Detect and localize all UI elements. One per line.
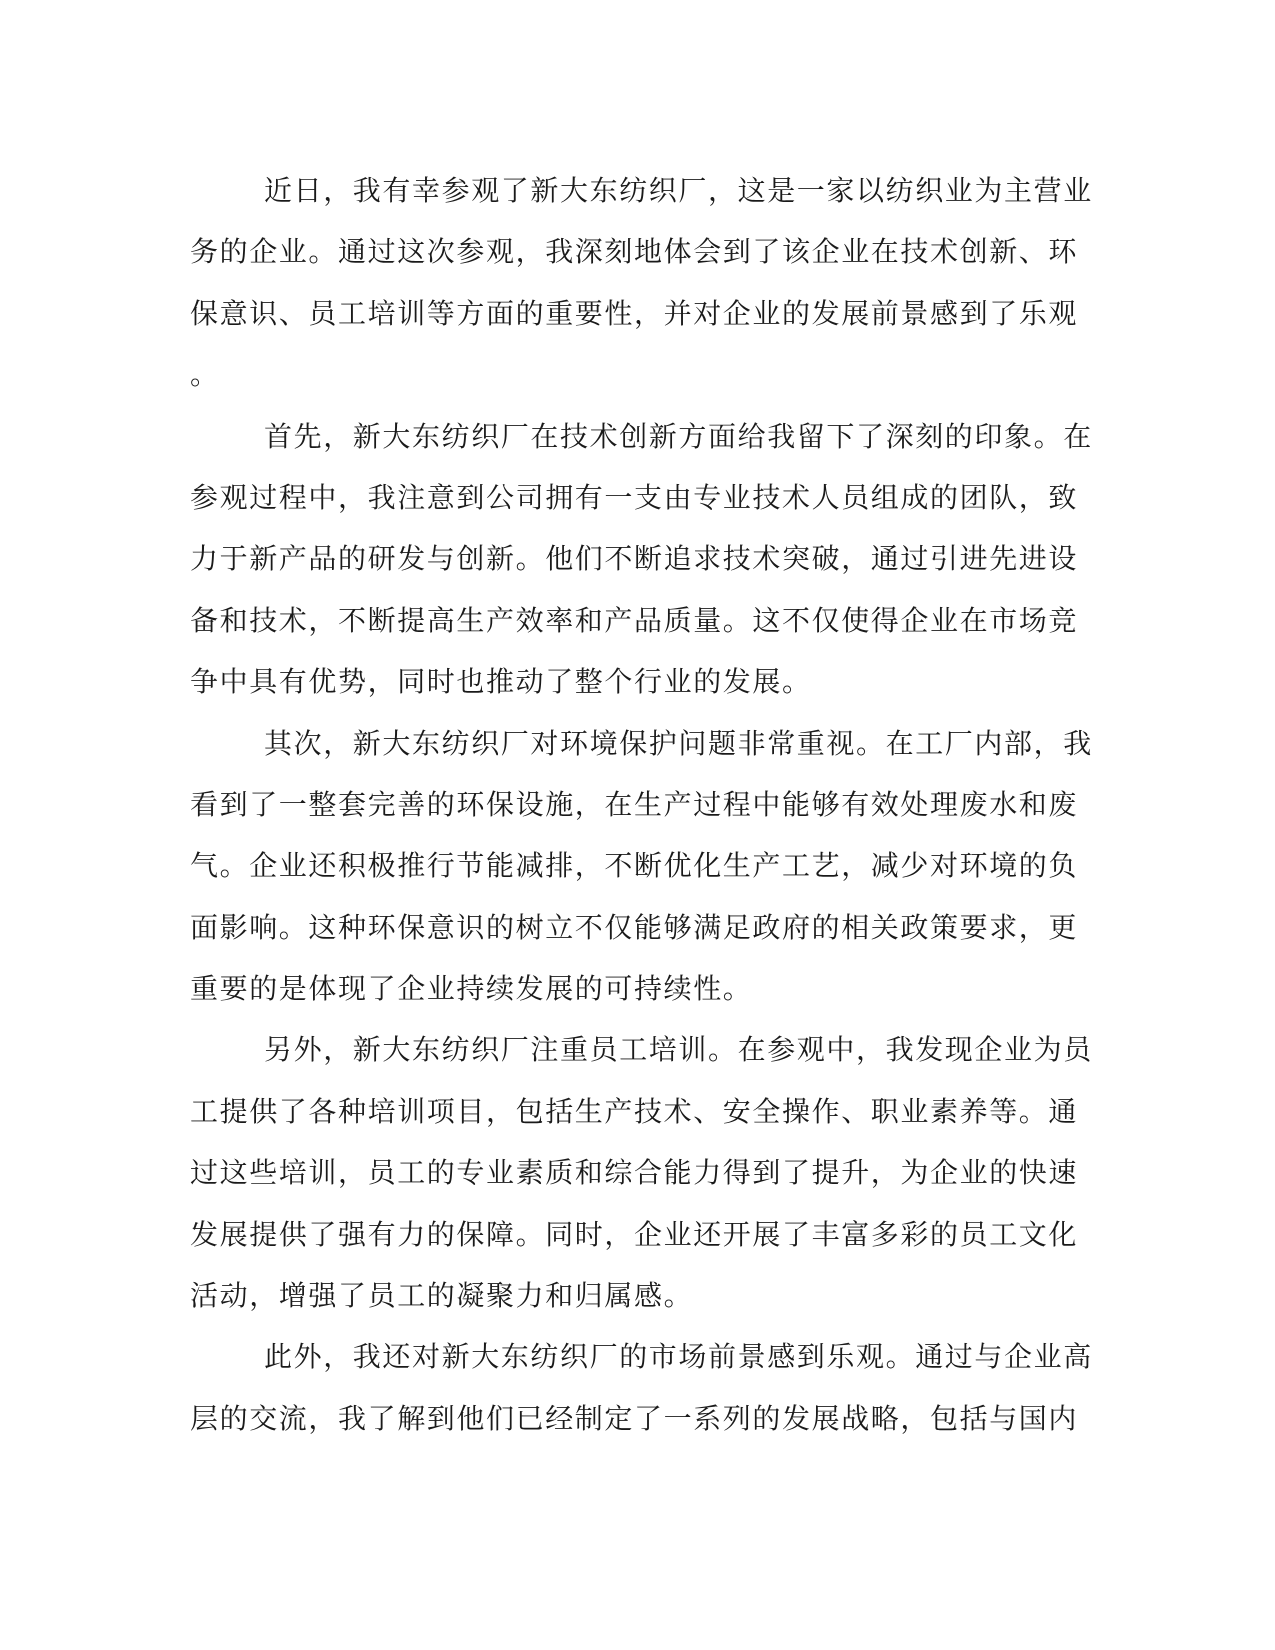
text-line: 重要的是体现了企业持续发展的可持续性。 [190,972,753,1006]
text-line: 面影响。这种环保意识的树立不仅能够满足政府的相关政策要求，更 [190,910,1079,944]
text-line: 首先，新大东纺织厂在技术创新方面给我留下了深刻的印象。在 [264,419,1093,453]
text-line: 此外，我还对新大东纺织厂的市场前景感到乐观。通过与企业高 [264,1340,1093,1374]
text-line: 层的交流，我了解到他们已经制定了一系列的发展战略，包括与国内 [190,1401,1079,1435]
text-line: 活动，增强了员工的凝聚力和归属感。 [190,1279,694,1313]
text-line: 力于新产品的研发与创新。他们不断追求技术突破，通过引进先进设 [190,542,1079,576]
text-line: 看到了一整套完善的环保设施，在生产过程中能够有效处理废水和废 [190,787,1079,821]
text-line: 其次，新大东纺织厂对环境保护问题非常重视。在工厂内部，我 [264,726,1093,760]
text-line: 。 [190,358,220,392]
text-line: 工提供了各种培训项目，包括生产技术、安全操作、职业素养等。通 [190,1094,1079,1128]
text-line: 气。企业还积极推行节能减排，不断优化生产工艺，减少对环境的负 [190,849,1079,883]
text-line: 争中具有优势，同时也推动了整个行业的发展。 [190,665,812,699]
document-body [190,160,1093,1449]
text-line: 近日，我有幸参观了新大东纺织厂，这是一家以纺织业为主营业 [264,174,1093,207]
text-line: 务的企业。通过这次参观，我深刻地体会到了该企业在技术创新、环 [190,235,1079,269]
text-line: 参观过程中，我注意到公司拥有一支由专业技术人员组成的团队，致 [190,480,1079,514]
text-line: 发展提供了强有力的保障。同时，企业还开展了丰富多彩的员工文化 [190,1217,1079,1251]
text-line: 备和技术，不断提高生产效率和产品质量。这不仅使得企业在市场竞 [190,603,1079,637]
text-line: 过这些培训，员工的专业素质和综合能力得到了提升，为企业的快速 [190,1156,1079,1190]
text-line: 保意识、员工培训等方面的重要性，并对企业的发展前景感到了乐观 [190,296,1079,330]
text-line: 另外，新大东纺织厂注重员工培训。在参观中，我发现企业为员 [264,1033,1093,1067]
